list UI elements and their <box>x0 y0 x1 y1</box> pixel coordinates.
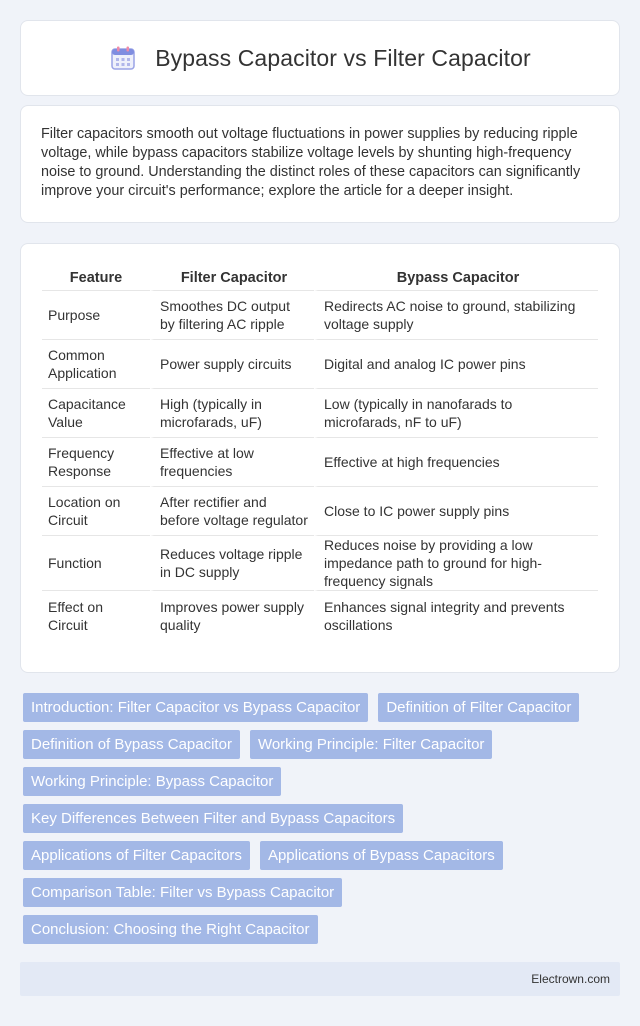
table-cell: Effective at low frequencies <box>150 438 314 487</box>
footer-site-name[interactable]: Electrown.com <box>531 972 610 986</box>
header-card <box>20 20 620 96</box>
table-row <box>42 340 598 389</box>
table-cell: Common Application <box>42 340 150 389</box>
table-cell: Power supply circuits <box>150 340 314 389</box>
table-cell: Low (typically in nanofarads to microfarads, nF to uF) <box>314 389 598 438</box>
table-row <box>42 291 598 340</box>
table-row <box>42 591 598 640</box>
table-row <box>42 438 598 487</box>
table-cell: Digital and analog IC power pins <box>314 340 598 389</box>
calendar-icon <box>109 44 137 72</box>
link-row <box>23 693 620 722</box>
link-row <box>23 878 620 907</box>
column-header-filter: Filter Capacitor <box>150 264 314 291</box>
footer <box>20 962 620 996</box>
link-definition-filter[interactable]: Definition of Filter Capacitor <box>378 693 579 722</box>
table-row <box>42 487 598 536</box>
table-cell: Reduces noise by providing a low impedance path to ground for high-frequency signals <box>314 536 598 591</box>
header <box>109 44 531 72</box>
link-row <box>23 915 620 944</box>
table-cell: Smoothes DC output by filtering AC ripple <box>150 291 314 340</box>
link-working-principle-filter[interactable]: Working Principle: Filter Capacitor <box>250 730 492 759</box>
table-cell: Effective at high frequencies <box>314 438 598 487</box>
table-cell: Close to IC power supply pins <box>314 487 598 536</box>
table-cell: Location on Circuit <box>42 487 150 536</box>
table-cell: High (typically in microfarads, uF) <box>150 389 314 438</box>
link-row <box>23 730 620 759</box>
table-cell: Improves power supply quality <box>150 591 314 640</box>
intro-text: Filter capacitors smooth out voltage fluctuations in power supplies by reducing ripple voltage, while bypass capacitors stabilize voltage levels by shunting high-frequency noise to ground. Understanding the distinct roles of these capacitors can significantly improve your circuit's performance; explore the article for a deeper insight. <box>41 126 581 199</box>
link-row <box>23 841 620 870</box>
link-definition-bypass[interactable]: Definition of Bypass Capacitor <box>23 730 240 759</box>
table-cell: Effect on Circuit <box>48 598 104 633</box>
table-cell: Function <box>42 536 150 591</box>
table-cell: Purpose <box>42 291 150 340</box>
link-applications-bypass[interactable]: Applications of Bypass Capacitors <box>260 841 503 870</box>
table-row <box>42 536 598 591</box>
link-row <box>23 767 620 796</box>
link-conclusion[interactable]: Conclusion: Choosing the Right Capacitor <box>23 915 318 944</box>
table-header-row <box>42 264 598 291</box>
table-cell: Reduces voltage ripple in DC supply <box>150 536 314 591</box>
column-header-feature: Feature <box>42 264 150 291</box>
link-row <box>23 804 620 833</box>
page-title: Bypass Capacitor vs Filter Capacitor <box>155 44 531 71</box>
table-cell: Capacitance Value <box>42 389 150 438</box>
intro-card <box>20 105 620 223</box>
link-working-principle-bypass[interactable]: Working Principle: Bypass Capacitor <box>23 767 281 796</box>
topic-links <box>20 693 620 952</box>
comparison-table-card <box>20 243 620 673</box>
link-introduction[interactable]: Introduction: Filter Capacitor vs Bypass Capacitor <box>23 693 368 722</box>
table-cell: Frequency Response <box>42 438 150 487</box>
column-header-bypass: Bypass Capacitor <box>314 264 598 291</box>
table-cell: After rectifier and before voltage regulator <box>150 487 314 536</box>
table-cell: Enhances signal integrity and prevents oscillations <box>314 591 598 640</box>
link-comparison-table[interactable]: Comparison Table: Filter vs Bypass Capacitor <box>23 878 342 907</box>
comparison-table <box>42 264 598 640</box>
table-row <box>42 389 598 438</box>
link-key-differences[interactable]: Key Differences Between Filter and Bypass Capacitors <box>23 804 403 833</box>
link-applications-filter[interactable]: Applications of Filter Capacitors <box>23 841 250 870</box>
table-cell: Redirects AC noise to ground, stabilizing voltage supply <box>314 291 598 340</box>
